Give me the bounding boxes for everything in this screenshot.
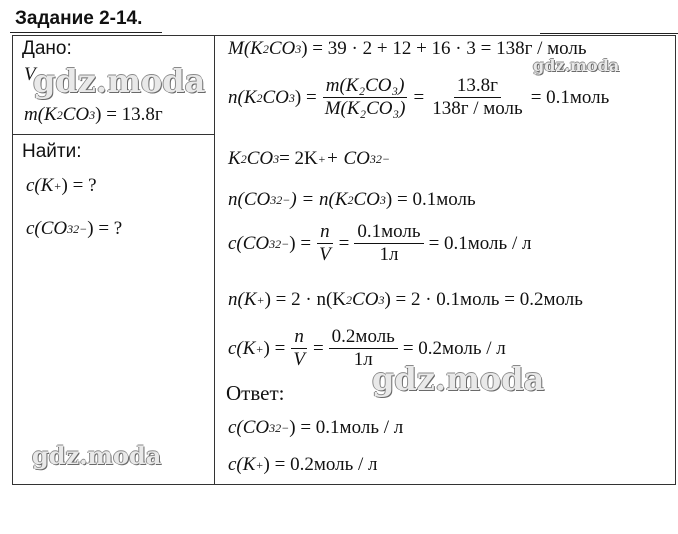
moles-co3-line: n(CO 3 2− ) = n(K 2 CO 3 ) = 0.1моль (228, 189, 476, 210)
fraction-n-over-v-2: $\frac{n}{V}$ (293, 326, 305, 370)
watermark-logo: gdz.moda (372, 360, 545, 398)
given-find-divider (12, 134, 215, 135)
watermark-logo: gdz.moda (33, 62, 206, 100)
fraction-n-over-v: $\frac{n}{V}$ (319, 221, 331, 265)
given-volume-symbol: V (24, 64, 36, 85)
molar-mass-line: M(K 2 CO 3 ) = 39 · 2 + 12 + 16 · 3 = 138г / моль (228, 38, 587, 59)
column-divider (214, 35, 215, 485)
dissociation-equation: K 2 CO 3 = 2K + + CO 3 2− (228, 148, 390, 169)
watermark-logo: gdz.moda (533, 56, 620, 75)
answer-c-k: c(K + ) = 0.2моль / л (228, 454, 378, 475)
fraction-m-over-M: $\frac{\text{m(K₂CO₃)}}{\text{M(K₂CO₃)}}$ (324, 75, 406, 119)
watermark-logo: gdz.moda (32, 441, 162, 470)
find-heading: Найти: (22, 141, 82, 162)
top-rule (540, 33, 678, 34)
given-heading: Дано: (22, 38, 72, 59)
concentration-co3-line: c(CO 3 2− ) = $\frac{n}{V}$ = $\frac{\text{0.1моль}}{1л}$ = 0.1моль / л (228, 221, 532, 265)
fraction-co3-values: $\frac{\text{0.1моль}}{1л}$ (354, 222, 423, 265)
fraction-k-values: $\frac{\text{0.2моль}}{1л}$ (329, 327, 398, 370)
moles-k-line: n(K + ) = 2 · n(K 2 CO 3 ) = 2 · 0.1моль = 0.2моль (228, 289, 583, 310)
given-mass: m(K 2 CO 3 ) = 13.8г (24, 104, 163, 125)
find-c-k: c(K + ) = ? (26, 175, 97, 196)
concentration-k-line: c(K + ) = $\frac{n}{V}$ = $\frac{\text{0.2моль}}{1л}$ = 0.2моль / л (228, 326, 506, 370)
answer-c-co3: c(CO 3 2− ) = 0.1моль / л (228, 417, 404, 438)
find-c-co3: c(CO 3 2− ) = ? (26, 218, 123, 239)
fraction-values: $\frac{13.8г}{\text{138г / моль}}$ (432, 75, 523, 119)
task-title: Задание 2-14. (15, 8, 143, 29)
moles-k2co3-line: n(K 2 CO 3 ) = $\frac{\text{m(K₂CO₃)}}{\text{M(K₂CO₃)}}$ = $\frac{13.8г}{\text{138г / моль}}$ = 0.1моль (228, 75, 610, 119)
answer-heading: Ответ: (226, 381, 285, 405)
title-underline (10, 32, 162, 33)
